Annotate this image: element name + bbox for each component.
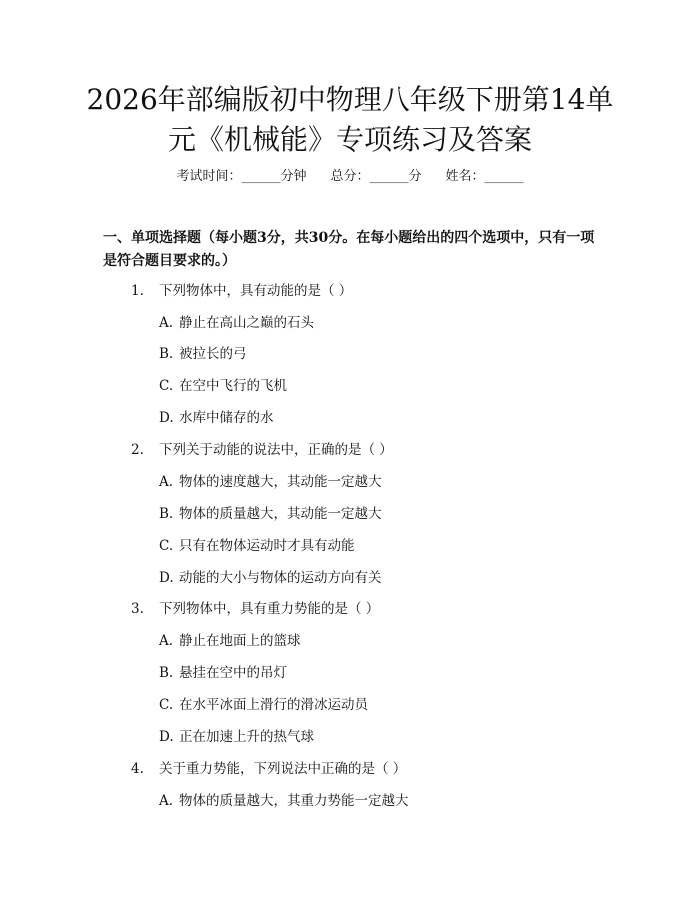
option-text: 水库中储存的水 xyxy=(179,410,274,426)
question-number: 1. xyxy=(131,283,144,299)
option-letter: A. xyxy=(159,474,174,490)
option-letter: D. xyxy=(159,729,174,745)
exam-meta xyxy=(0,168,700,186)
question-1-option-b xyxy=(159,345,247,363)
question-3-option-c xyxy=(159,696,368,714)
total-score-label: 总分：______分 xyxy=(330,169,422,184)
question-2 xyxy=(131,441,393,459)
option-letter: A. xyxy=(159,793,174,809)
option-letter: D. xyxy=(159,570,174,586)
exam-time-label: 考试时间：______分钟 xyxy=(176,169,307,184)
question-3 xyxy=(131,600,379,618)
option-text: 只有在物体运动时才具有动能 xyxy=(179,538,355,554)
option-letter: D. xyxy=(159,410,174,426)
option-letter: A. xyxy=(159,633,174,649)
option-letter: B. xyxy=(159,346,174,362)
option-letter: C. xyxy=(159,538,174,554)
option-letter: C. xyxy=(159,378,174,394)
question-3-option-d xyxy=(159,728,314,746)
question-number: 2. xyxy=(131,442,144,458)
question-1-option-c xyxy=(159,377,287,395)
option-text: 正在加速上升的热气球 xyxy=(179,729,314,745)
option-letter: B. xyxy=(159,506,174,522)
option-text: 在水平冰面上滑行的滑冰运动员 xyxy=(179,697,368,713)
option-text: 静止在地面上的篮球 xyxy=(179,633,301,649)
question-3-option-b xyxy=(159,664,287,682)
question-4-option-a xyxy=(159,792,409,810)
question-2-option-a xyxy=(159,473,382,491)
section-heading: 一、单项选择题（每小题3分，共30分。在每小题给出的四个选项中，只有一项是符合题目要求的。） xyxy=(103,230,595,269)
question-3-option-a xyxy=(159,632,301,650)
option-letter: A. xyxy=(159,315,174,331)
question-2-option-c xyxy=(159,537,355,555)
student-name-label: 姓名：______ xyxy=(445,169,524,184)
question-1-option-a xyxy=(159,314,314,332)
option-text: 悬挂在空中的吊灯 xyxy=(179,665,287,681)
document-title xyxy=(70,80,630,160)
option-text: 在空中飞行的飞机 xyxy=(179,378,287,394)
question-text: 下列关于动能的说法中，正确的是（ ） xyxy=(159,442,393,458)
option-text: 被拉长的弓 xyxy=(179,346,247,362)
question-4 xyxy=(131,760,406,778)
option-text: 物体的质量越大，其重力势能一定越大 xyxy=(179,793,409,809)
title-line-1: 2026年部编版初中物理八年级下册第14单 xyxy=(86,83,614,116)
question-2-option-b xyxy=(159,505,382,523)
option-text: 物体的速度越大，其动能一定越大 xyxy=(179,474,382,490)
title-line-2: 元《机械能》专项练习及答案 xyxy=(167,123,532,156)
question-1 xyxy=(131,282,352,300)
question-text: 下列物体中，具有动能的是（ ） xyxy=(159,283,353,299)
option-letter: C. xyxy=(159,697,174,713)
question-number: 3. xyxy=(131,601,144,617)
option-text: 物体的质量越大，其动能一定越大 xyxy=(179,506,382,522)
option-text: 动能的大小与物体的运动方向有关 xyxy=(179,570,382,586)
question-text: 关于重力势能，下列说法中正确的是（ ） xyxy=(159,761,407,777)
question-1-option-d xyxy=(159,409,274,427)
question-2-option-d xyxy=(159,569,382,587)
option-letter: B. xyxy=(159,665,174,681)
option-text: 静止在高山之巅的石头 xyxy=(179,315,314,331)
question-number: 4. xyxy=(131,761,144,777)
question-text: 下列物体中，具有重力势能的是（ ） xyxy=(159,601,380,617)
